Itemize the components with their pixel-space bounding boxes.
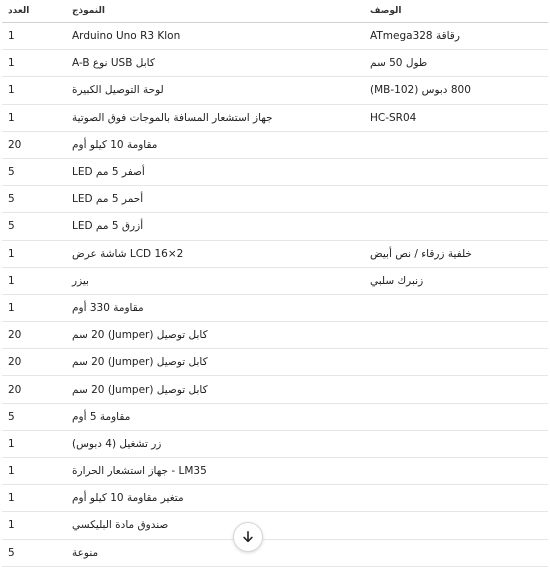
- cell-model-text: كابل توصيل (Jumper) 20 سم: [72, 329, 208, 342]
- cell-qty: [2, 403, 60, 430]
- table-row: [2, 539, 548, 566]
- cell-model: [60, 294, 362, 321]
- cell-model-text: أصفر 5 مم LED: [72, 166, 145, 179]
- cell-model-text: لوحة التوصيل الكبيرة: [72, 84, 164, 97]
- cell-desc: [362, 294, 548, 321]
- cell-model-text: Arduino Uno R3 Klon: [72, 30, 181, 43]
- cell-desc: [362, 539, 548, 566]
- cell-desc: [362, 267, 548, 294]
- table-row: [2, 349, 548, 376]
- cell-model: [60, 240, 362, 267]
- cell-qty: [2, 322, 60, 349]
- header-model: النموذج: [60, 0, 362, 23]
- cell-desc: [362, 485, 548, 512]
- table-row: [2, 294, 548, 321]
- table-row: [2, 240, 548, 267]
- cell-qty: [2, 240, 60, 267]
- cell-model-text: زر تشغيل (4 دبوس): [72, 437, 162, 450]
- cell-qty: [2, 131, 60, 158]
- cell-model: [60, 458, 362, 485]
- cell-qty-text: 5: [8, 193, 15, 206]
- table-row: [2, 458, 548, 485]
- cell-model: [60, 104, 362, 131]
- parts-table: [2, 0, 548, 567]
- table-row: [2, 50, 548, 77]
- cell-model: [60, 158, 362, 185]
- cell-qty-text: 1: [8, 111, 15, 124]
- cell-qty: [2, 539, 60, 566]
- table-row: [2, 104, 548, 131]
- cell-qty: [2, 376, 60, 403]
- cell-desc: [362, 403, 548, 430]
- cell-qty-text: 1: [8, 274, 15, 287]
- cell-desc: [362, 104, 548, 131]
- cell-qty-text: 20: [8, 329, 22, 342]
- cell-qty: [2, 512, 60, 539]
- table-row: [2, 213, 548, 240]
- cell-model-text: صندوق مادة البليكسي: [72, 519, 169, 532]
- cell-qty: [2, 50, 60, 77]
- cell-model: [60, 485, 362, 512]
- cell-desc: [362, 50, 548, 77]
- cell-qty-text: 20: [8, 383, 22, 396]
- cell-desc: [362, 512, 548, 539]
- table-row: [2, 485, 548, 512]
- cell-model: [60, 23, 362, 50]
- cell-qty-text: 5: [8, 166, 15, 179]
- cell-qty: [2, 186, 60, 213]
- cell-model: [60, 267, 362, 294]
- cell-desc-text: HC-SR04: [370, 111, 417, 124]
- cell-qty: [2, 77, 60, 104]
- cell-qty: [2, 294, 60, 321]
- cell-qty-text: 1: [8, 30, 15, 43]
- cell-desc-text: طول 50 سم: [370, 57, 428, 70]
- cell-model: [60, 322, 362, 349]
- cell-model: [60, 430, 362, 457]
- cell-model-text: مقاومة 330 أوم: [72, 301, 144, 314]
- cell-desc: [362, 23, 548, 50]
- cell-model: [60, 512, 362, 539]
- cell-model: [60, 403, 362, 430]
- cell-desc-text: خلفية زرقاء / نص أبيض: [370, 247, 472, 260]
- cell-desc: [362, 240, 548, 267]
- table-row: [2, 131, 548, 158]
- cell-qty: [2, 23, 60, 50]
- cell-model: [60, 186, 362, 213]
- cell-qty-text: 1: [8, 57, 15, 70]
- cell-qty: [2, 349, 60, 376]
- cell-model-text: منوعة: [72, 546, 99, 559]
- cell-desc: [362, 186, 548, 213]
- cell-model-text: أزرق 5 مم LED: [72, 220, 144, 233]
- cell-model-text: كابل USB نوع A-B: [72, 57, 155, 70]
- cell-desc-text: زنبرك سلبي: [370, 274, 424, 287]
- arrow-down-icon: [241, 530, 255, 544]
- table-row: [2, 430, 548, 457]
- table-row: [2, 23, 548, 50]
- cell-model: [60, 213, 362, 240]
- cell-model-text: متغير مقاومة 10 كيلو أوم: [72, 492, 184, 505]
- header-qty: العدد: [2, 0, 60, 23]
- cell-desc-text: 800 دبوس (MB-102): [370, 84, 471, 97]
- table-row: [2, 186, 548, 213]
- cell-desc: [362, 158, 548, 185]
- cell-qty-text: 1: [8, 301, 15, 314]
- cell-qty: [2, 485, 60, 512]
- table-row: [2, 322, 548, 349]
- cell-qty-text: 5: [8, 546, 15, 559]
- cell-qty: [2, 104, 60, 131]
- cell-qty-text: 1: [8, 519, 15, 532]
- cell-qty-text: 1: [8, 465, 15, 478]
- cell-model: [60, 77, 362, 104]
- scroll-down-button[interactable]: [233, 522, 263, 552]
- cell-model: [60, 539, 362, 566]
- cell-qty-text: 1: [8, 84, 15, 97]
- cell-qty: [2, 458, 60, 485]
- table-row: [2, 403, 548, 430]
- cell-desc: [362, 77, 548, 104]
- cell-desc: [362, 430, 548, 457]
- cell-model-text: كابل توصيل (Jumper) 20 سم: [72, 356, 208, 369]
- cell-qty-text: 1: [8, 247, 15, 260]
- header-desc: الوصف: [362, 0, 548, 23]
- cell-desc: [362, 131, 548, 158]
- cell-model-text: بيزر: [72, 274, 89, 287]
- cell-qty-text: 5: [8, 410, 15, 423]
- cell-model-text: أحمر 5 مم LED: [72, 193, 144, 206]
- cell-model-text: كابل توصيل (Jumper) 20 سم: [72, 383, 208, 396]
- cell-model: [60, 50, 362, 77]
- cell-qty-text: 1: [8, 437, 15, 450]
- table-row: [2, 512, 548, 539]
- cell-desc-text: رقاقة ATmega328: [370, 30, 460, 43]
- cell-qty: [2, 267, 60, 294]
- cell-desc: [362, 213, 548, 240]
- cell-model-text: LCD 16×2 شاشة عرض: [72, 247, 184, 260]
- cell-model-text: مقاومة 10 كيلو أوم: [72, 138, 158, 151]
- cell-qty-text: 20: [8, 356, 22, 369]
- cell-desc: [362, 349, 548, 376]
- cell-model-text: LM35 - جهاز استشعار الحرارة: [72, 465, 207, 478]
- cell-qty: [2, 213, 60, 240]
- cell-model: [60, 131, 362, 158]
- table-row: [2, 158, 548, 185]
- cell-model: [60, 349, 362, 376]
- table-row: [2, 267, 548, 294]
- cell-model: [60, 376, 362, 403]
- cell-desc: [362, 458, 548, 485]
- cell-qty: [2, 430, 60, 457]
- cell-model-text: مقاومة 5 أوم: [72, 410, 131, 423]
- cell-desc: [362, 322, 548, 349]
- table-header-row: [2, 0, 548, 23]
- cell-desc: [362, 376, 548, 403]
- cell-qty-text: 20: [8, 138, 22, 151]
- cell-model-text: جهاز استشعار المسافة بالموجات فوق الصوتية: [72, 111, 273, 124]
- cell-qty-text: 1: [8, 492, 15, 505]
- cell-qty-text: 5: [8, 220, 15, 233]
- table-row: [2, 77, 548, 104]
- cell-qty: [2, 158, 60, 185]
- table-row: [2, 376, 548, 403]
